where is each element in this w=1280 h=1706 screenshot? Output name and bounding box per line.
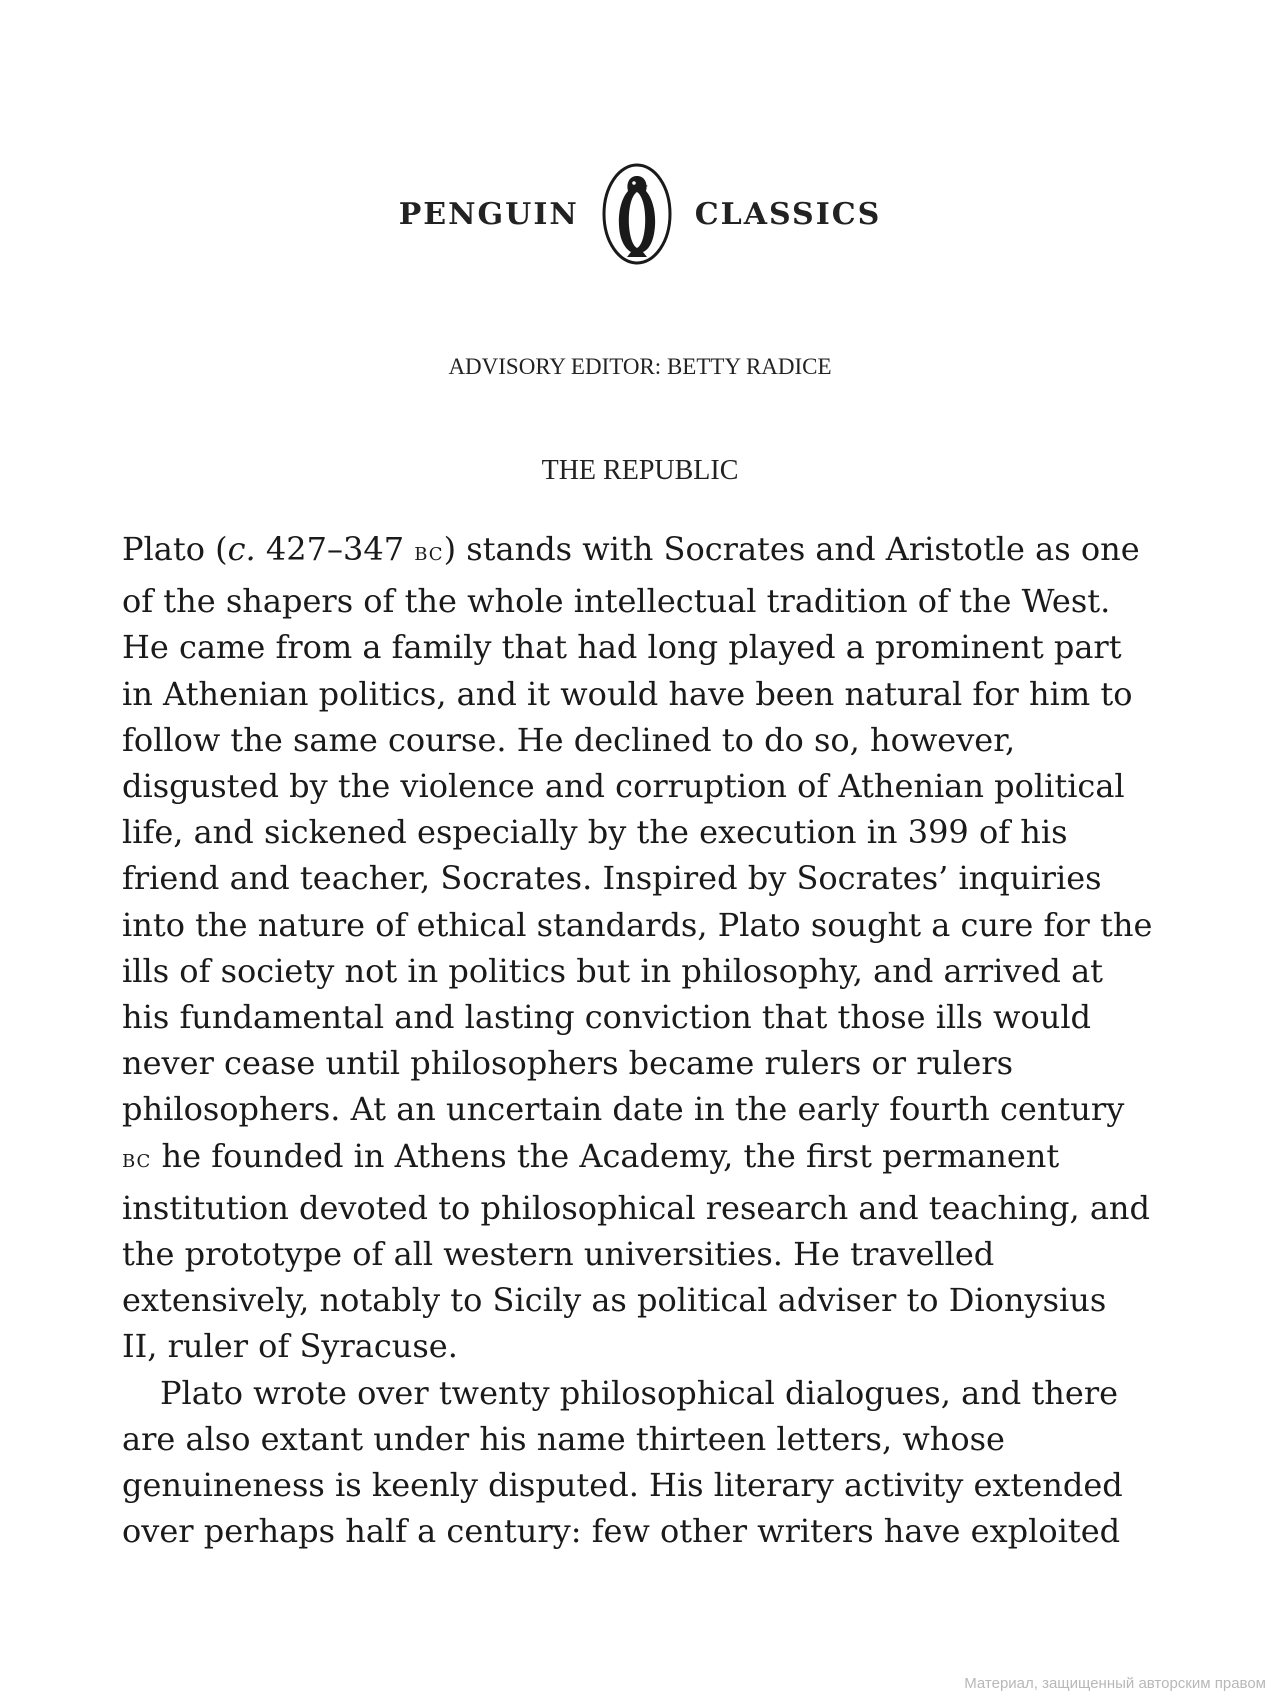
text-line: in Athenian politics, and it would have been natural for him to xyxy=(122,674,1133,713)
text-line: extensively, notably to Sicily as political adviser to Dionysius xyxy=(122,1281,1107,1320)
publisher-logo xyxy=(0,162,1280,266)
logo-word-classics: CLASSICS xyxy=(694,196,882,232)
text-line: II, ruler of Syracuse. xyxy=(122,1327,458,1366)
penguin-icon xyxy=(601,162,673,266)
text-line: are also extant under his name thirteen letters, whose xyxy=(122,1419,1005,1458)
text-line: his fundamental and lasting conviction that those ills would xyxy=(122,998,1092,1037)
book-title: THE REPUBLIC xyxy=(541,455,739,486)
copyright-watermark: Материал, защищенный авторским правом xyxy=(964,1675,1266,1692)
text-line: philosophers. At an uncertain date in the early fourth century xyxy=(122,1090,1125,1129)
text-line: the prototype of all western universities. He travelled xyxy=(122,1235,995,1274)
advisory-editor: ADVISORY EDITOR: BETTY RADICE xyxy=(448,354,832,379)
text-line: into the nature of ethical standards, Plato sought a cure for the xyxy=(122,905,1153,944)
text-line: friend and teacher, Socrates. Inspired by Socrates’ inquiries xyxy=(122,859,1102,898)
text-line: never cease until philosophers became rulers or rulers xyxy=(122,1044,1014,1083)
text-line: disgusted by the violence and corruption of Athenian political xyxy=(122,767,1125,806)
text-line: Plato wrote over twenty philosophical dialogues, and there xyxy=(160,1373,1119,1412)
text-line: of the shapers of the whole intellectual tradition of the West. xyxy=(122,582,1111,621)
text-line: He came from a family that had long played a prominent part xyxy=(122,628,1122,667)
text-line: genuineness is keenly disputed. His literary activity extended xyxy=(122,1466,1123,1505)
text-line: BC he founded in Athens the Academy, the first permanent xyxy=(122,1136,1060,1175)
text-line: follow the same course. He declined to do so, however, xyxy=(122,720,1016,759)
text-line: over perhaps half a century: few other writers have exploited xyxy=(122,1512,1121,1551)
text-line: life, and sickened especially by the execution in 399 of his xyxy=(122,813,1068,852)
text-line: Plato (c. 427–347 BC) stands with Socrates and Aristotle as one xyxy=(122,530,1140,568)
logo-word-penguin: PENGUIN xyxy=(398,196,579,232)
author-biography xyxy=(122,526,1182,1554)
text-line: institution devoted to philosophical research and teaching, and xyxy=(122,1188,1150,1227)
text-line: ills of society not in politics but in philosophy, and arrived at xyxy=(122,951,1103,990)
